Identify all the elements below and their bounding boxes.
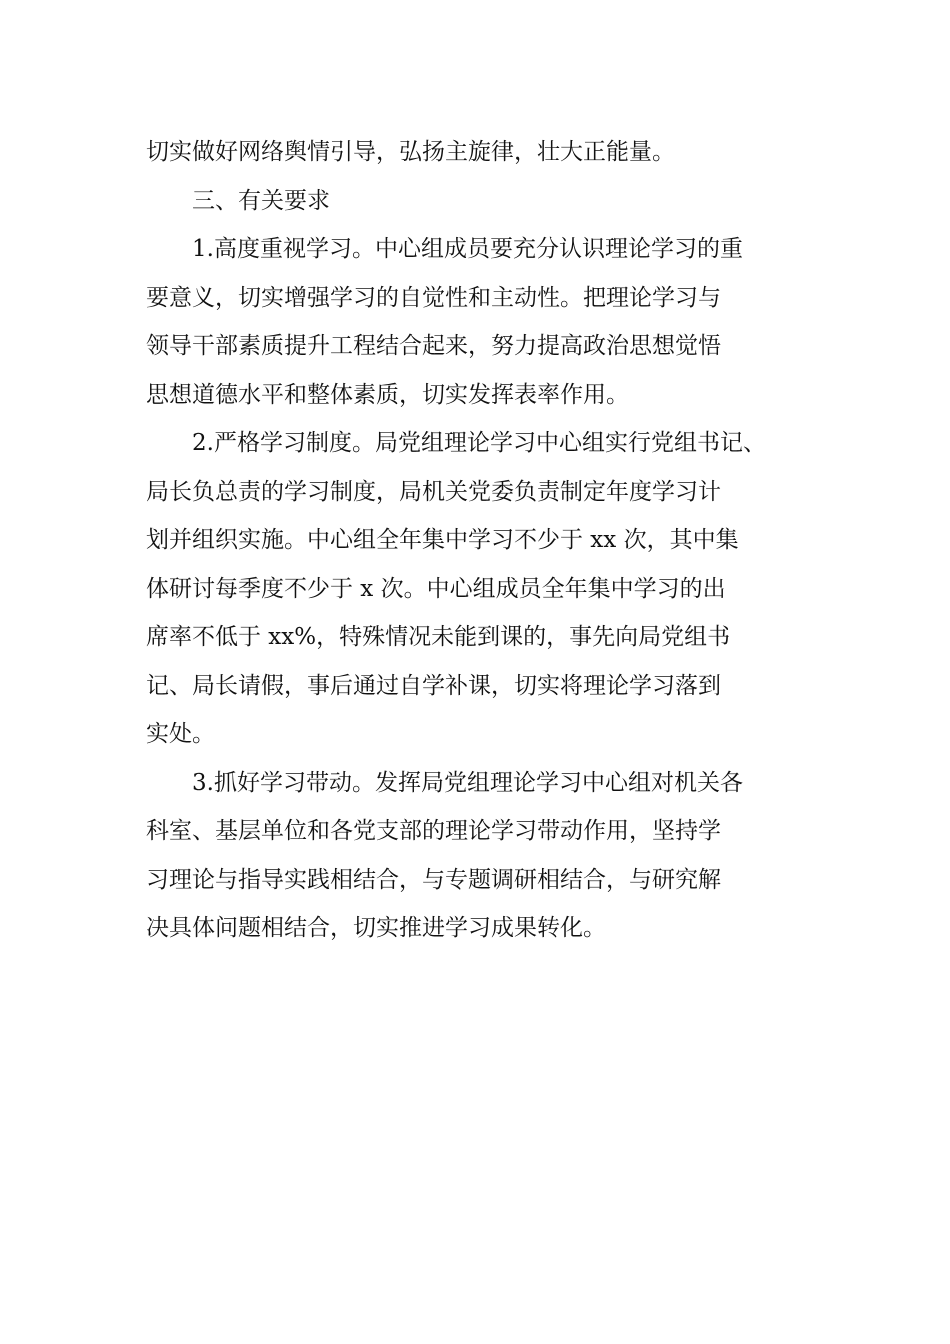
text-line: 思想道德水平和整体素质，切实发挥表率作用。 (146, 381, 629, 408)
text-line: 科室、基层单位和各党支部的理论学习带动作用，坚持学 (146, 818, 721, 844)
text-line: 决具体问题相结合，切实推进学习成果转化。 (146, 915, 606, 941)
text-line: 局长负总责的学习制度，局机关党委负责制定年度学习计 (146, 478, 721, 505)
text-line: 要意义，切实增强学习的自觉性和主动性。把理论学习与 (146, 284, 721, 311)
text-line: 划并组织实施。中心组全年集中学习不少于 xx 次，其中集 (146, 527, 739, 553)
text-line: 领导干部素质提升工程结合起来，努力提高政治思想觉悟 (146, 333, 721, 359)
text-line: 体研讨每季度不少于 x 次。中心组成员全年集中学习的出 (146, 575, 726, 602)
document-body (146, 128, 811, 953)
text-line: 3.抓好学习带动。发挥局党组理论学习中心组对机关各 (192, 769, 743, 796)
text-line: 席率不低于 xx%，特殊情况未能到课的，事先向局党组书 (146, 624, 731, 650)
text-line: 记、局长请假，事后通过自学补课，切实将理论学习落到 (146, 672, 721, 699)
text-line: 习理论与指导实践相结合，与专题调研相结合，与研究解 (146, 866, 721, 893)
text-line: 2.严格学习制度。局党组理论学习中心组实行党组书记、 (192, 430, 766, 456)
text-line: 切实做好网络舆情引导，弘扬主旋律，壮大正能量。 (146, 139, 675, 165)
text-line: 1.高度重视学习。中心组成员要充分认识理论学习的重 (192, 236, 743, 262)
text-line: 实处。 (146, 721, 215, 747)
section-heading: 三、有关要求 (192, 187, 330, 214)
